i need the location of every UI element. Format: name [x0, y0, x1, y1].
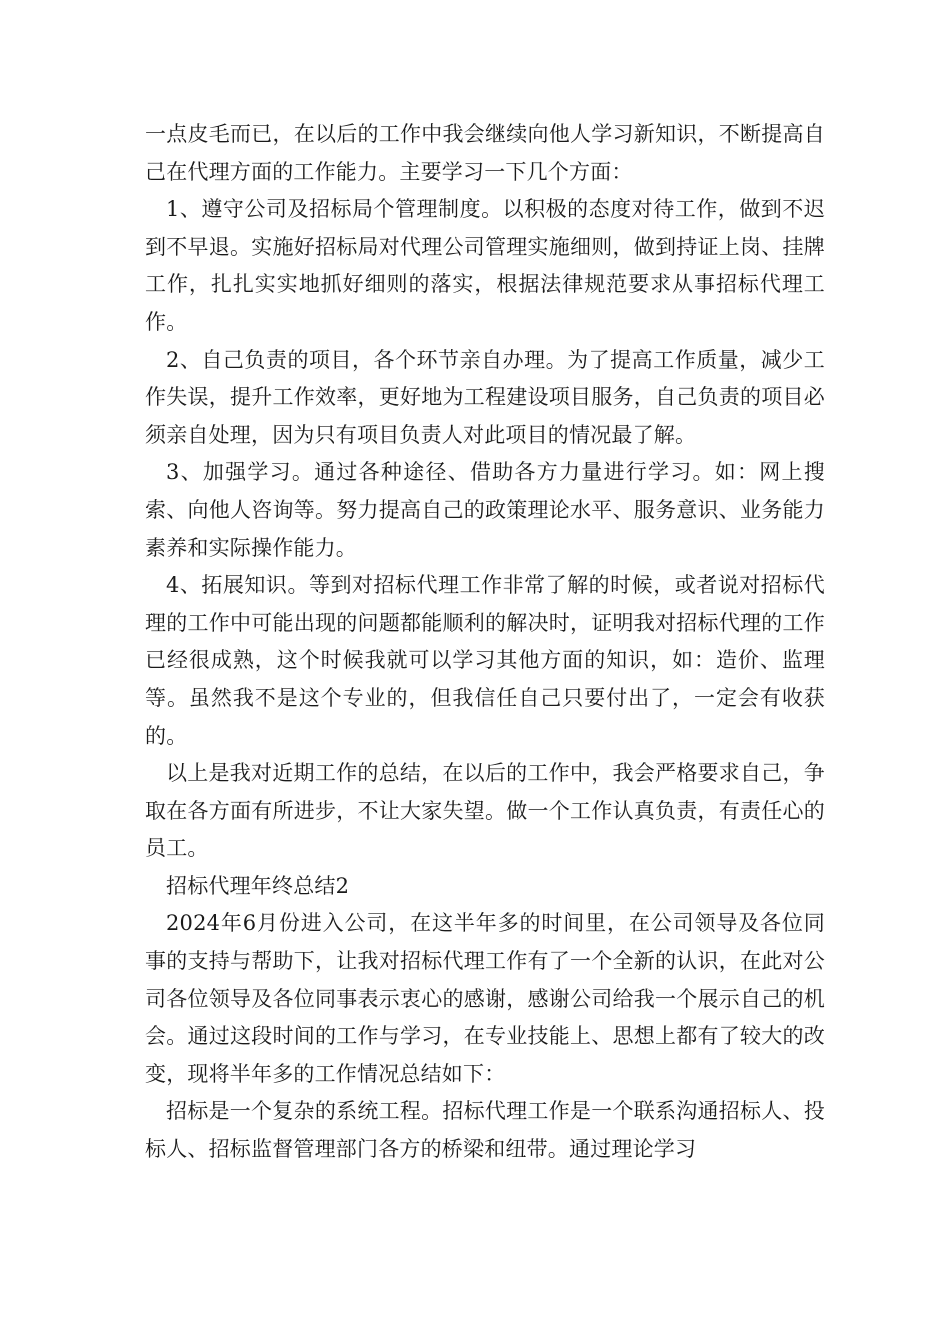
document-body	[145, 116, 825, 1169]
paragraph-continuation: 一点皮毛而已，在以后的工作中我会继续向他人学习新知识，不断提高自己在代理方面的工作能力。主要学习一下几个方面：	[145, 122, 825, 184]
paragraph-item-4: 4、拓展知识。等到对招标代理工作非常了解的时候，或者说对招标代理的工作中可能出现的问题都能顺利的解决时，证明我对招标代理的工作已经很成熟，这个时候我就可以学习其他方面的知识，如：造价、监理等。虽然我不是这个专业的，但我信任自己只要付出了，一定会有收获的。	[145, 573, 825, 748]
paragraph-body: 招标是一个复杂的系统工程。招标代理工作是一个联系沟通招标人、投标人、招标监督管理部门各方的桥梁和纽带。通过理论学习	[145, 1099, 825, 1162]
paragraph-item-3: 3、加强学习。通过各种途径、借助各方力量进行学习。如：网上搜索、向他人咨询等。努力提高自己的政策理论水平、服务意识、业务能力素养和实际操作能力。	[145, 460, 825, 560]
paragraph-item-2: 2、自己负责的项目，各个环节亲自办理。为了提高工作质量，减少工作失误，提升工作效率，更好地为工程建设项目服务，自己负责的项目必须亲自处理，因为只有项目负责人对此项目的情况最了解。	[145, 347, 825, 447]
paragraph-intro: 2024年6月份进入公司，在这半年多的时间里，在公司领导及各位同事的支持与帮助下，让我对招标代理工作有了一个全新的认识，在此对公司各位领导及各位同事表示衷心的感谢，感谢公司给我一个展示自己的机会。通过这段时间的工作与学习，在专业技能上、思想上都有了较大的改变，现将半年多的工作情况总结如下：	[145, 911, 825, 1086]
section-heading: 招标代理年终总结2	[166, 873, 350, 898]
paragraph-item-1: 1、遵守公司及招标局个管理制度。以积极的态度对待工作，做到不迟到不早退。实施好招标局对代理公司管理实施细则，做到持证上岗、挂牌工作，扎扎实实地抓好细则的落实，根据法律规范要求从事招标代理工作。	[145, 197, 825, 334]
paragraph-conclusion: 以上是我对近期工作的总结，在以后的工作中，我会严格要求自己，争取在各方面有所进步，不让大家失望。做一个工作认真负责，有责任心的员工。	[145, 761, 825, 861]
